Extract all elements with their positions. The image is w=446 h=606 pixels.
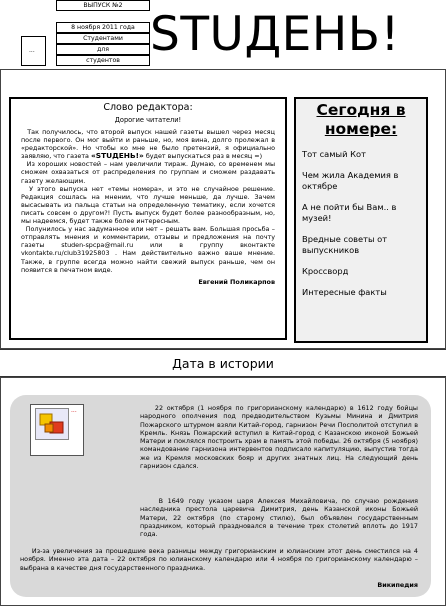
history-source: Википедия — [377, 581, 418, 589]
masthead-title: STUДЕНЬ! — [150, 7, 400, 62]
brand-name: «STUДЕНЬ!» — [91, 151, 144, 161]
editor-paragraph: Так получилось, что второй выпуск нашей газеты вышел через месяц после первого. Он мог выйти и раньше, но, моя вина, долго пролежал в «редакторской». Но чтобы ко мне не было претензий, я официально заявляю, что газета «STUДЕНЬ!» будет выпускаться раз в месяц =) — [21, 128, 275, 161]
contents-item[interactable]: Вредные советы от выпускников — [302, 234, 388, 255]
editor-paragraph: Из хороших новостей – нам увеличили тираж. Думаю, со временем мы сможем охвазаться от распределения по группам и сможем раздавать газету желающим. — [21, 160, 275, 185]
history-panel — [10, 395, 431, 597]
editor-signature: Евгений Поликарпов — [198, 277, 275, 286]
issue-date: 8 ноября 2011 года — [56, 22, 150, 33]
audience-line-2: для — [56, 44, 150, 55]
editor-letter — [9, 97, 287, 340]
audience-line-1: Студентами — [56, 33, 150, 44]
contents-box — [294, 97, 428, 343]
contents-item[interactable]: Чем жила Академия в октябре — [302, 170, 399, 191]
editor-greeting: Дорогие читатели! — [114, 116, 182, 124]
contents-item[interactable]: Кроссворд — [302, 266, 349, 276]
history-paragraph: В 1649 году указом царя Алексея Михайловича, по случаю рождения наследника престола царевича Димитрия, день Казанской иконы Божьей Матери, 22 октября (по старому стилю), был объявлен государственным праздником, который праздновался в течение трех столетий вплоть до 1917 года. — [140, 497, 418, 539]
contents-item[interactable]: Интересные факты — [302, 287, 387, 297]
image-placeholder: ... — [71, 407, 77, 414]
contents-item[interactable]: А не пойти бы Вам.. в музей! — [302, 202, 397, 223]
history-header — [0, 349, 446, 377]
contents-item[interactable]: Тот самый Кот — [302, 149, 366, 159]
newspaper-logo — [21, 36, 46, 66]
editor-paragraph: У этого выпуска нет «темы номера», и это не случайное решение. Редакция сошлась на мнении, что лучше меньше, да лучше. Зачем высасывать из пальца статьи на определенную тематику, если хочется писать совсем о другом?! Пусть выпуск будет более разнообразным, но, мы надеемся, будет также более интересным. — [21, 184, 275, 226]
contents-title: Сегодня в номере: — [316, 101, 406, 138]
image-icon — [35, 408, 69, 440]
audience-line-3: студентов — [56, 55, 150, 66]
history-paragraph: 22 октября (1 ноября по григорианскому календарю) в 1612 году бойцы народного ополчения под предводительством Кузьмы Минина и Дмитрия Пожарского штурмом взяли Китай-город, гарнизон Речи Посполитой отступил в Кремль. Князь Пожарский вступил в Китай-город с Казанскою иконой Божьей Матери и поклялся построить храм в память этой победы. 26 октября (5 ноября) командование гарнизона интервентов подписало капитуляцию, выпустив тогда же из Кремля московских бояр и других знатных лиц. На следующий день гарнизон сдался. — [140, 404, 418, 471]
history-title: Дата в истории — [172, 356, 274, 371]
issue-number: ВЫПУСК №2 — [56, 0, 150, 11]
history-image — [30, 404, 84, 456]
issue-info — [56, 0, 150, 67]
editor-title: Слово редактора: — [103, 102, 193, 113]
history-paragraph: Из-за увеличения за прошедшие века разницы между григорианским и юлианским этот день сместился на 4 ноября. Именно эта дата – 22 октября по юлианскому календарю или 4 ноября по григорианскому календарю – выбрана в качестве дня государственного праздника. — [20, 547, 418, 572]
logo-placeholder: ... — [29, 47, 35, 54]
editor-paragraph: Полунилось у нас задуманное или нет – решать вам. Большая просьба – отправлять мнения и комментарии, отзывы и предложения на почту газеты studen-spcpa@mail.ru или в группу вконтакте vkontakte.ru/club31925803 . Нам действительно важно ваше мнение. Также, в группе всегда можно найти свежий выпуск раньше, чем он появится в печатном виде. — [21, 225, 275, 274]
